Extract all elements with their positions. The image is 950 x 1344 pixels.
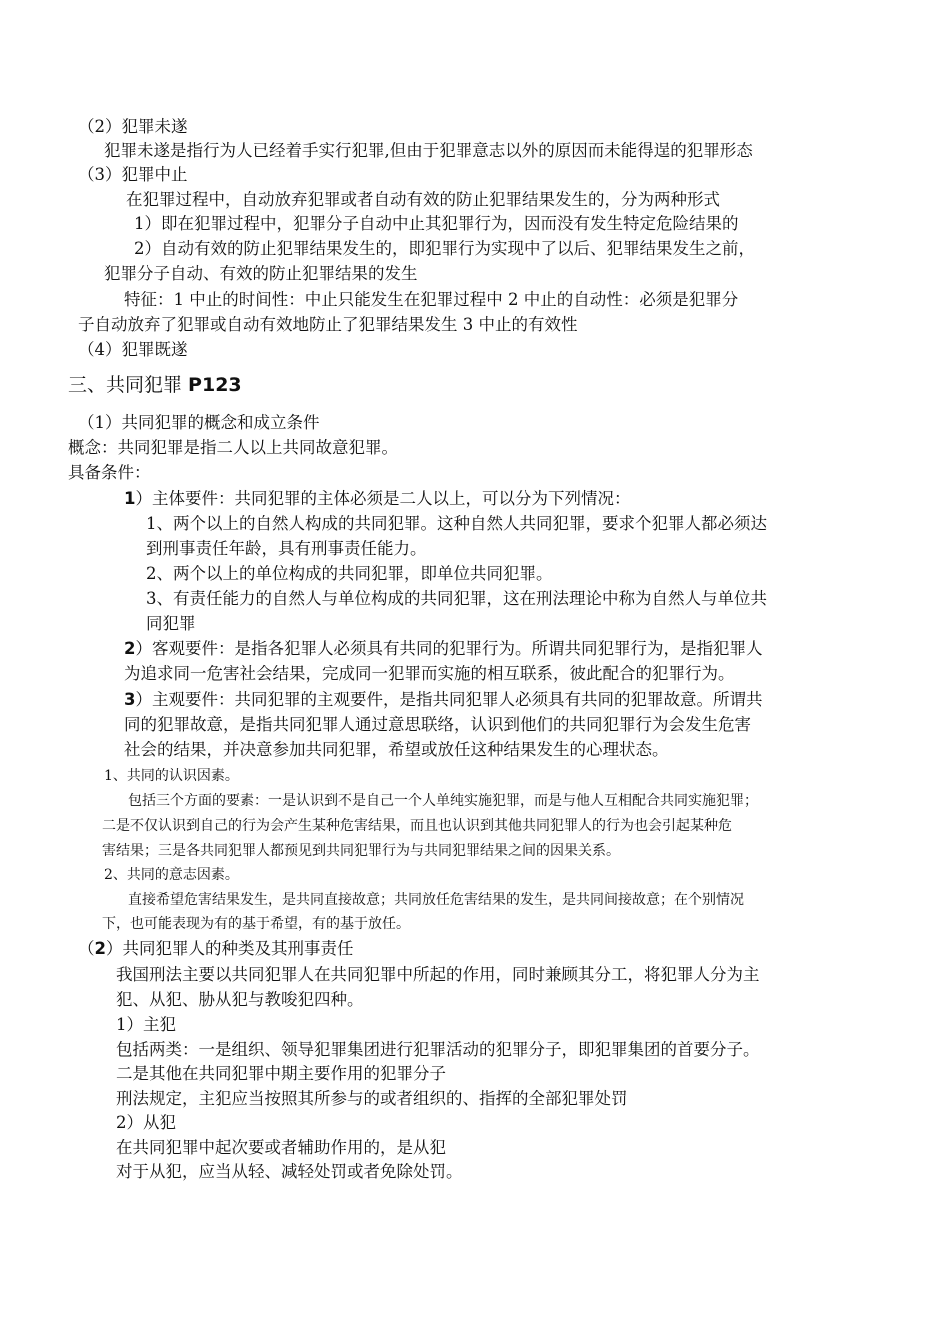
heading-text: 三、共同犯罪 — [68, 374, 189, 396]
accessory-title: 2）从犯 — [116, 1113, 176, 1132]
heading-joint-crime — [68, 372, 242, 398]
principal-text: 包括两类：一是组织、领导犯罪集团进行犯罪活动的犯罪分子，即犯罪集团的首要分子。 — [116, 1040, 760, 1059]
title-number: 2 — [94, 939, 106, 958]
subsection-title-concept: （1）共同犯罪的概念和成立条件 — [78, 413, 320, 432]
condition-number: 3 — [124, 690, 136, 709]
factor-volitional-text-cont: 下，也可能表现为有的基于希望，有的基于放任。 — [102, 916, 410, 932]
condition-subjective-cont-1: 同的犯罪故意，是指共同犯罪人通过意思联络，认识到他们的共同犯罪行为会发生危害 — [124, 715, 751, 734]
paragraph-types-intro-cont: 犯、从犯、胁从犯与教唆犯四种。 — [116, 990, 364, 1009]
paragraph-conditions-label: 具备条件： — [68, 463, 151, 482]
subsection-title-types — [78, 938, 353, 960]
paragraph-concept: 概念：共同犯罪是指二人以上共同故意犯罪。 — [68, 438, 398, 457]
condition-objective — [124, 638, 762, 660]
accessory-text: 在共同犯罪中起次要或者辅助作用的，是从犯 — [116, 1138, 446, 1157]
factor-title-cognitive: 1、共同的认识因素。 — [104, 768, 239, 784]
condition-number: 2 — [124, 639, 136, 658]
paragraph-suspension-features-cont: 子自动放弃了犯罪或自动有效地防止了犯罪结果发生 3 中止的有效性 — [78, 315, 578, 334]
principal-text-cont: 二是其他在共同犯罪中期主要作用的犯罪分子 — [116, 1064, 446, 1083]
condition-number: 1 — [124, 489, 136, 508]
factor-title-volitional: 2、共同的意志因素。 — [104, 867, 239, 883]
condition-objective-cont: 为追求同一危害社会结果，完成同一犯罪而实施的相互联系，彼此配合的犯罪行为。 — [124, 664, 735, 683]
factor-cognitive-text-cont-2: 害结果；三是各共同犯罪人都预见到共同犯罪行为与共同犯罪结果之间的因果关系。 — [102, 843, 620, 859]
factor-cognitive-text-cont-1: 二是不仅认识到自己的行为会产生某种危害结果，而且也认识到其他共同犯罪人的行为也会引起某种危 — [102, 818, 732, 834]
section-title-attempt: （2）犯罪未遂 — [78, 117, 188, 136]
paragraph-suspension-intro: 在犯罪过程中，自动放弃犯罪或者自动有效的防止犯罪结果发生的，分为两种形式 — [126, 190, 720, 209]
list-item-suspension-2: 2）自动有效的防止犯罪结果发生的，即犯罪行为实现中了以后、犯罪结果发生之前， — [134, 239, 755, 258]
list-item-suspension-1: 1）即在犯罪过程中，犯罪分子自动中止其犯罪行为，因而没有发生特定危险结果的 — [134, 214, 739, 233]
list-item-natural-persons-cont: 到刑事责任年龄，具有刑事责任能力。 — [146, 539, 427, 558]
condition-text: ）客观要件：是指各犯罪人必须具有共同的犯罪行为。所谓共同犯罪行为，是指犯罪人 — [135, 639, 763, 658]
list-item-mixed-cont: 同犯罪 — [146, 614, 196, 633]
condition-text: ）主观要件：共同犯罪的主观要件，是指共同犯罪人必须具有共同的犯罪故意。所谓共 — [135, 690, 763, 709]
accessory-punishment: 对于从犯，应当从轻、减轻处罚或者免除处罚。 — [116, 1162, 463, 1181]
factor-volitional-text: 直接希望危害结果发生，是共同直接故意；共同放任危害结果的发生，是共同间接故意；在个别情况 — [128, 892, 744, 908]
section-title-suspension: （3）犯罪中止 — [78, 165, 188, 184]
list-item-units: 2、两个以上的单位构成的共同犯罪，即单位共同犯罪。 — [146, 564, 553, 583]
principal-title: 1）主犯 — [116, 1015, 176, 1034]
list-item-mixed: 3、有责任能力的自然人与单位构成的共同犯罪，这在刑法理论中称为自然人与单位共 — [146, 589, 767, 608]
list-item-natural-persons: 1、两个以上的自然人构成的共同犯罪。这种自然人共同犯罪，要求个犯罪人都必须达 — [146, 514, 767, 533]
principal-punishment: 刑法规定，主犯应当按照其所参与的或者组织的、指挥的全部犯罪处罚 — [116, 1089, 628, 1108]
paragraph-attempt: 犯罪未遂是指行为人已经着手实行犯罪,但由于犯罪意志以外的原因而未能得逞的犯罪形态 — [104, 141, 753, 160]
paragraph-suspension-features: 特征：1 中止的时间性：中止只能发生在犯罪过程中 2 中止的自动性：必须是犯罪分 — [124, 290, 739, 309]
section-title-completion: （4）犯罪既遂 — [78, 340, 188, 359]
condition-subjective-cont-2: 社会的结果，并决意参加共同犯罪，希望或放任这种结果发生的心理状态。 — [124, 740, 669, 759]
factor-cognitive-text: 包括三个方面的要素：一是认识到不是自己一个人单纯实施犯罪，而是与他人互相配合共同实施犯罪； — [128, 793, 758, 809]
title-bracket: （ — [78, 939, 95, 958]
list-item-suspension-2-cont: 犯罪分子自动、有效的防止犯罪结果的发生 — [104, 264, 418, 283]
title-text: ）共同犯罪人的种类及其刑事责任 — [105, 939, 354, 958]
condition-subject — [124, 488, 630, 510]
condition-text: ）主体要件：共同犯罪的主体必须是二人以上，可以分为下列情况： — [135, 489, 631, 508]
condition-subjective — [124, 689, 762, 711]
paragraph-types-intro: 我国刑法主要以共同犯罪人在共同犯罪中所起的作用，同时兼顾其分工，将犯罪人分为主 — [116, 965, 760, 984]
page-reference: P123 — [188, 374, 242, 396]
